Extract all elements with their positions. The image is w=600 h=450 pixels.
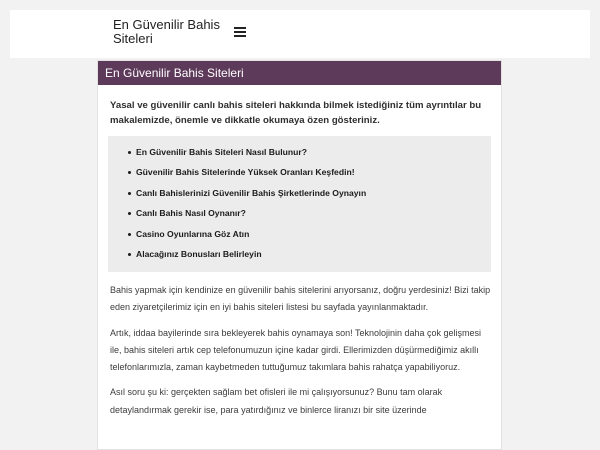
body-paragraph: Artık, iddaa bayilerinde sıra bekleyerek bahis oynamaya son! Teknolojinin daha çok gelişmesi ile, bahis siteleri artık cep telefonumuzun içine kadar girdi. Ellerimizden düşürmediğimiz akıllı telefonlarımızla, zaman kaybetmeden tuttuğumuz takımlara bahis rahatça yapabiliyoruz. xyxy=(110,327,482,373)
toc-item[interactable] xyxy=(128,183,491,203)
table-of-contents xyxy=(108,136,491,272)
site-header xyxy=(10,10,590,58)
toc-item[interactable] xyxy=(128,224,491,244)
toc-link[interactable]: Canlı Bahis Nasıl Oynanır? xyxy=(136,208,246,219)
site-title[interactable]: En Güvenilir Bahis Siteleri xyxy=(113,17,220,46)
article-title: En Güvenilir Bahis Siteleri xyxy=(105,66,244,80)
toc-link[interactable]: Güvenilir Bahis Sitelerinde Yüksek Oranları Keşfedin! xyxy=(136,167,355,178)
hamburger-bar xyxy=(234,35,246,37)
toc-link[interactable]: Casino Oyunlarına Göz Atın xyxy=(136,228,250,239)
hamburger-bar xyxy=(234,27,246,29)
toc-item[interactable] xyxy=(128,244,491,264)
article-title-bar xyxy=(98,61,501,85)
hamburger-icon[interactable] xyxy=(234,27,246,37)
hamburger-bar xyxy=(234,31,246,33)
toc-list xyxy=(128,142,491,264)
body-paragraph: Asıl soru şu ki: gerçekten sağlam bet ofisleri ile mi çalışıyorsunuz? Bunu tam olarak detaylandırmak gerekir ise, para yatırdığınız ve binlerce liranızı bir site üzerinde xyxy=(110,387,443,415)
toc-item[interactable] xyxy=(128,142,491,162)
toc-link[interactable]: Canlı Bahislerinizi Güvenilir Bahis Şirketlerinde Oynayın xyxy=(136,187,367,198)
article-intro: Yasal ve güvenilir canlı bahis siteleri hakkında bilmek istediğiniz tüm ayrıntılar bu makalemizde, önemle ve dikkatle okumaya özen gösteriniz. xyxy=(110,100,482,126)
article xyxy=(97,60,502,450)
toc-link[interactable]: Alacağınız Bonusları Belirleyin xyxy=(136,248,262,259)
toc-link[interactable]: En Güvenilir Bahis Siteleri Nasıl Bulunur? xyxy=(136,147,307,157)
article-body xyxy=(110,282,491,419)
toc-item[interactable] xyxy=(128,162,491,182)
toc-item[interactable] xyxy=(128,203,491,223)
body-paragraph: Bahis yapmak için kendinize en güvenilir bahis sitelerini arıyorsanız, doğru yerdesiniz! Bizi takip eden ziyaretçilerimiz için en iyi bahis siteleri listesi bu sayfada yayınlanmaktadır. xyxy=(110,285,491,313)
